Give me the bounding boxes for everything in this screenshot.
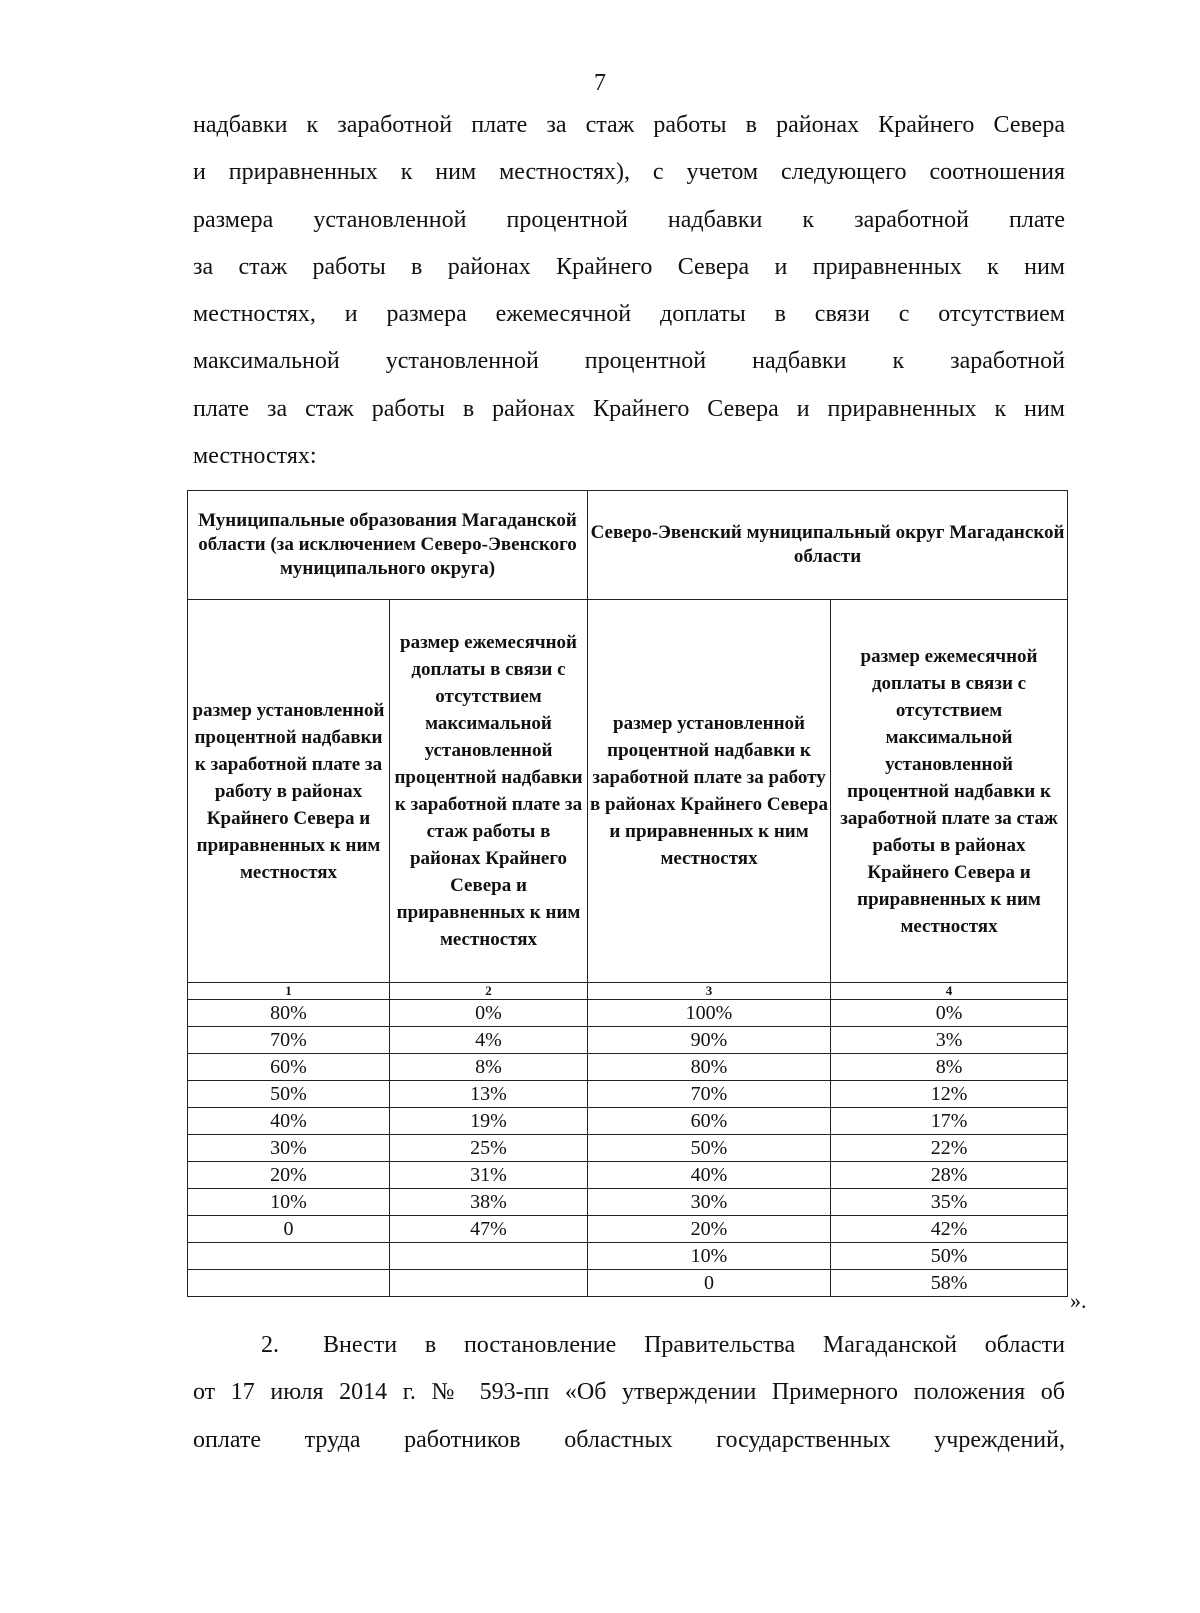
point-number: 2. <box>261 1332 279 1358</box>
table-cell: 70% <box>188 1027 390 1054</box>
table-cell <box>390 1270 588 1297</box>
point-2-paragraph <box>193 1322 1065 1464</box>
ratio-table <box>187 490 1068 1297</box>
table-cell: 8% <box>831 1054 1068 1081</box>
group-header-severo-evensky: Северо-Эвенский муниципальный округ Магаданской области <box>588 491 1068 600</box>
table-row <box>188 1000 1068 1027</box>
table-cell: 30% <box>588 1189 831 1216</box>
table-cell: 20% <box>188 1162 390 1189</box>
table-cell: 22% <box>831 1135 1068 1162</box>
table-row <box>188 1054 1068 1081</box>
text-line: за стаж работы в районах Крайнего Севера и приравненных к ним <box>193 253 1065 280</box>
table-cell: 31% <box>390 1162 588 1189</box>
table-cell <box>390 1243 588 1270</box>
table-cell: 20% <box>588 1216 831 1243</box>
text-line: и приравненных к ним местностях), с учетом следующего соотношения <box>193 159 1065 186</box>
column-number: 3 <box>588 983 831 1000</box>
table-cell: 4% <box>390 1027 588 1054</box>
column-number: 2 <box>390 983 588 1000</box>
table-cell: 13% <box>390 1081 588 1108</box>
table-cell: 90% <box>588 1027 831 1054</box>
table-row <box>188 1027 1068 1054</box>
text-line: максимальной установленной процентной надбавки к заработной <box>193 348 1065 375</box>
table-cell: 19% <box>390 1108 588 1135</box>
table-cell: 80% <box>188 1000 390 1027</box>
intro-paragraph <box>193 102 1065 480</box>
text-line: размера установленной процентной надбавки к заработной плате <box>193 206 1065 233</box>
text-line: от 17 июля 2014 г. № 593-пп «Об утверждении Примерного положения об <box>193 1379 1065 1406</box>
text-line <box>193 1322 1065 1369</box>
table-cell: 3% <box>831 1027 1068 1054</box>
table-cell: 100% <box>588 1000 831 1027</box>
group-header-municipalities: Муниципальные образования Магаданской области (за исключением Северо-Эвенского муниципального округа) <box>188 491 588 600</box>
text-line: надбавки к заработной плате за стаж работы в районах Крайнего Севера <box>193 112 1065 138</box>
table-row <box>188 1135 1068 1162</box>
table-row <box>188 1108 1068 1135</box>
text-line: плате за стаж работы в районах Крайнего Севера и приравненных к ним <box>193 395 1065 422</box>
table-cell: 40% <box>588 1162 831 1189</box>
table-cell: 40% <box>188 1108 390 1135</box>
text-line-content: Внести в постановление Правительства Магаданской области <box>323 1332 1065 1358</box>
table-cell: 47% <box>390 1216 588 1243</box>
table-cell: 28% <box>831 1162 1068 1189</box>
table-cell: 50% <box>188 1081 390 1108</box>
table-cell: 38% <box>390 1189 588 1216</box>
column-header: размер ежемесячной доплаты в связи с отсутствием максимальной установленной процентной надбавки к заработной плате за стаж работы в районах Крайнего Севера и приравненных к ним местностях <box>390 600 588 983</box>
table-cell: 50% <box>831 1243 1068 1270</box>
text-line: местностях, и размера ежемесячной доплаты в связи с отсутствием <box>193 301 1065 328</box>
table-cell: 10% <box>588 1243 831 1270</box>
text-line: оплате труда работников областных государственных учреждений, <box>193 1426 1065 1453</box>
table-cell: 12% <box>831 1081 1068 1108</box>
table-cell: 10% <box>188 1189 390 1216</box>
column-number: 1 <box>188 983 390 1000</box>
table-cell: 30% <box>188 1135 390 1162</box>
table-row <box>188 1081 1068 1108</box>
table-cell: 17% <box>831 1108 1068 1135</box>
table-cell: 60% <box>588 1108 831 1135</box>
table-cell: 8% <box>390 1054 588 1081</box>
table-cell: 50% <box>588 1135 831 1162</box>
closing-quote: ». <box>1070 1288 1087 1313</box>
text-line: местностях: <box>193 443 317 470</box>
column-header: размер установленной процентной надбавки к заработной плате за работу в районах Крайнего Севера и приравненных к ним местностях <box>188 600 390 983</box>
table-cell <box>188 1270 390 1297</box>
table-row <box>188 1189 1068 1216</box>
table-row <box>188 1243 1068 1270</box>
table-cell: 35% <box>831 1189 1068 1216</box>
table-cell: 58% <box>831 1270 1068 1297</box>
table-cell: 0 <box>588 1270 831 1297</box>
table-cell: 80% <box>588 1054 831 1081</box>
table-cell: 60% <box>188 1054 390 1081</box>
table-cell: 0% <box>831 1000 1068 1027</box>
table-cell: 0 <box>188 1216 390 1243</box>
column-header: размер установленной процентной надбавки к заработной плате за работу в районах Крайнего Севера и приравненных к ним местностях <box>588 600 831 983</box>
column-number: 4 <box>831 983 1068 1000</box>
table-cell: 25% <box>390 1135 588 1162</box>
page-number: 7 <box>594 70 606 96</box>
table-row <box>188 1162 1068 1189</box>
table-body <box>188 1000 1068 1297</box>
table-cell: 42% <box>831 1216 1068 1243</box>
table-cell: 0% <box>390 1000 588 1027</box>
table-cell: 70% <box>588 1081 831 1108</box>
table-row <box>188 1270 1068 1297</box>
table-cell <box>188 1243 390 1270</box>
table-row <box>188 1216 1068 1243</box>
column-header: размер ежемесячной доплаты в связи с отсутствием максимальной установленной процентной надбавки к заработной плате за стаж работы в районах Крайнего Севера и приравненных к ним местностях <box>831 600 1068 983</box>
